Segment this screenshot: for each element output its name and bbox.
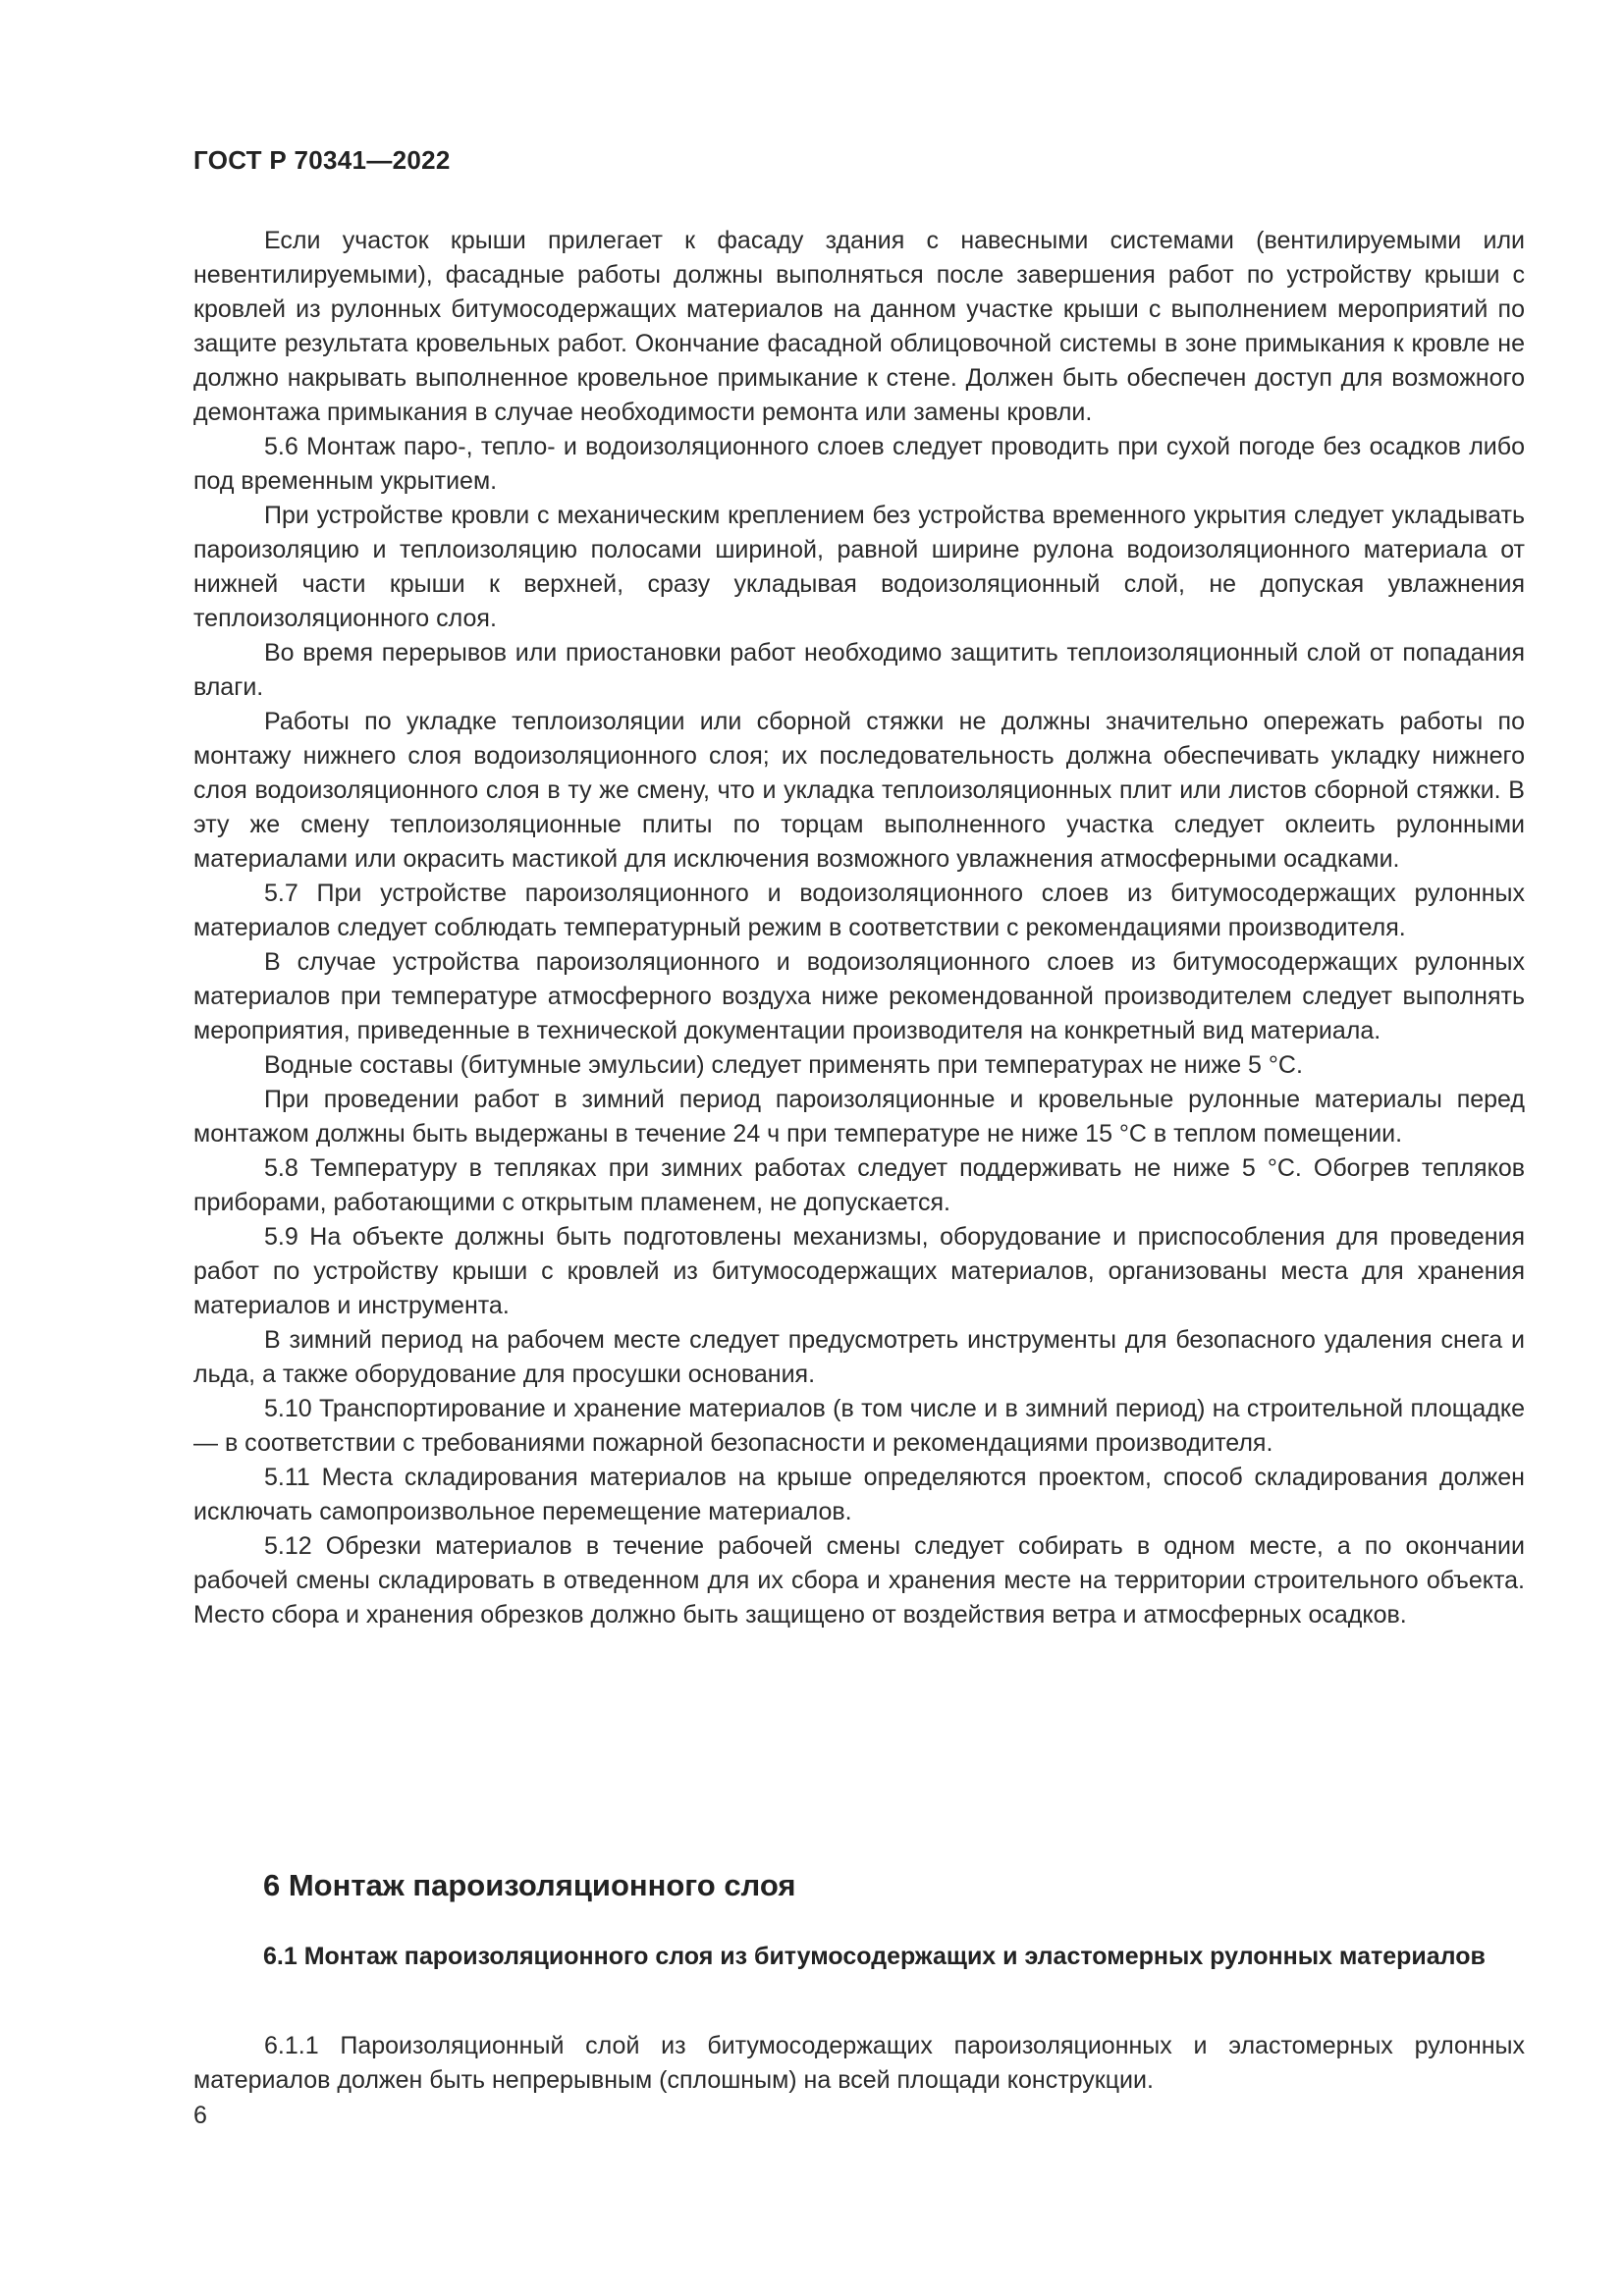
paragraph: 5.8 Температуру в тепляках при зимних работах следует поддерживать не ниже 5 °С. Обогрев тепляков приборами, работающими с открытым пламенем, не допускается. bbox=[193, 1154, 1525, 1216]
section-body-text bbox=[193, 2029, 1525, 2098]
paragraph: Работы по укладке теплоизоляции или сборной стяжки не должны значительно опережать работы по монтажу нижнего слоя водоизоляционного слоя; их последовательность должна обеспечивать укладку нижнего слоя водоизоляционного слоя в ту же смену, что и укладка теплоизоляционных плит или листов сборной стяжки. В эту же смену теплоизоляционные плиты по торцам выполненного участка следует оклеить рулонными материалами или окрасить мастикой для исключения возможного увлажнения атмосферными осадками. bbox=[193, 708, 1525, 873]
paragraph: 5.6 Монтаж паро-, тепло- и водоизоляционного слоев следует проводить при сухой погоде без осадков либо под временным укрытием. bbox=[193, 433, 1525, 495]
paragraph: 5.10 Транспортирование и хранение материалов (в том числе и в зимний период) на строительной площадке — в соответствии с требованиями пожарной безопасности и рекомендациями производителя. bbox=[193, 1395, 1525, 1457]
paragraph: 6.1.1 Пароизоляционный слой из битумосодержащих пароизоляционных и эластомерных рулонных материалов должен быть непрерывным (сплошным) на всей площади конструкции. bbox=[193, 2032, 1525, 2094]
page-number: 6 bbox=[193, 2102, 207, 2129]
document-header: ГОСТ Р 70341—2022 bbox=[193, 145, 451, 175]
paragraph: 5.12 Обрезки материалов в течение рабочей смены следует собирать в одном месте, а по окончании рабочей смены складировать в отведенном для их сбора и хранения месте на территории строительного объекта. Место сбора и хранения обрезков должно быть защищено от воздействия ветра и атмосферных осадков. bbox=[193, 1532, 1525, 1629]
paragraph: В случае устройства пароизоляционного и водоизоляционного слоев из битумосодержащих рулонных материалов при температуре атмосферного воздуха ниже рекомендованной производителем следует выполнять мероприятия, приведенные в технической документации производителя на конкретный вид материала. bbox=[193, 948, 1525, 1044]
subsection-heading: 6.1 Монтаж пароизоляционного слоя из битумосодержащих и эластомерных рулонных материалов bbox=[263, 1943, 1486, 1970]
body-text bbox=[193, 224, 1525, 1632]
paragraph: 5.7 При устройстве пароизоляционного и водоизоляционного слоев из битумосодержащих рулонных материалов следует соблюдать температурный режим в соответствии с рекомендациями производителя. bbox=[193, 880, 1525, 941]
paragraph: При устройстве кровли с механическим креплением без устройства временного укрытия следует укладывать пароизоляцию и теплоизоляцию полосами шириной, равной ширине рулона водоизоляционного материала от нижней части крыши к верхней, сразу укладывая водоизоляционный слой, не допуская увлажнения теплоизоляционного слоя. bbox=[193, 502, 1525, 632]
paragraph: 5.11 Места складирования материалов на крыше определяются проектом, способ складирования должен исключать самопроизвольное перемещение материалов. bbox=[193, 1464, 1525, 1525]
paragraph: Водные составы (битумные эмульсии) следует применять при температурах не ниже 5 °С. bbox=[264, 1051, 1303, 1079]
paragraph: Если участок крыши прилегает к фасаду здания с навесными системами (вентилируемыми или невентилируемыми), фасадные работы должны выполняться после завершения работ по устройству крыши с кровлей из рулонных битумосодержащих материалов на данном участке крыши с выполнением мероприятий по защите результата кровельных работ. Окончание фасадной облицовочной системы в зоне примыкания к кровле не должно накрывать выполненное кровельное примыкание к стене. Должен быть обеспечен доступ для возможного демонтажа примыкания в случае необходимости ремонта или замены кровли. bbox=[193, 227, 1525, 426]
section-heading: 6 Монтаж пароизоляционного слоя bbox=[263, 1868, 796, 1902]
paragraph: 5.9 На объекте должны быть подготовлены механизмы, оборудование и приспособления для проведения работ по устройству крыши с кровлей из битумосодержащих материалов, организованы места для хранения материалов и инструмента. bbox=[193, 1223, 1525, 1319]
paragraph: Во время перерывов или приостановки работ необходимо защитить теплоизоляционный слой от попадания влаги. bbox=[193, 639, 1525, 701]
paragraph: В зимний период на рабочем месте следует предусмотреть инструменты для безопасного удаления снега и льда, а также оборудование для просушки основания. bbox=[193, 1326, 1525, 1388]
paragraph: При проведении работ в зимний период пароизоляционные и кровельные рулонные материалы перед монтажом должны быть выдержаны в течение 24 ч при температуре не ниже 15 °С в теплом помещении. bbox=[193, 1086, 1525, 1148]
